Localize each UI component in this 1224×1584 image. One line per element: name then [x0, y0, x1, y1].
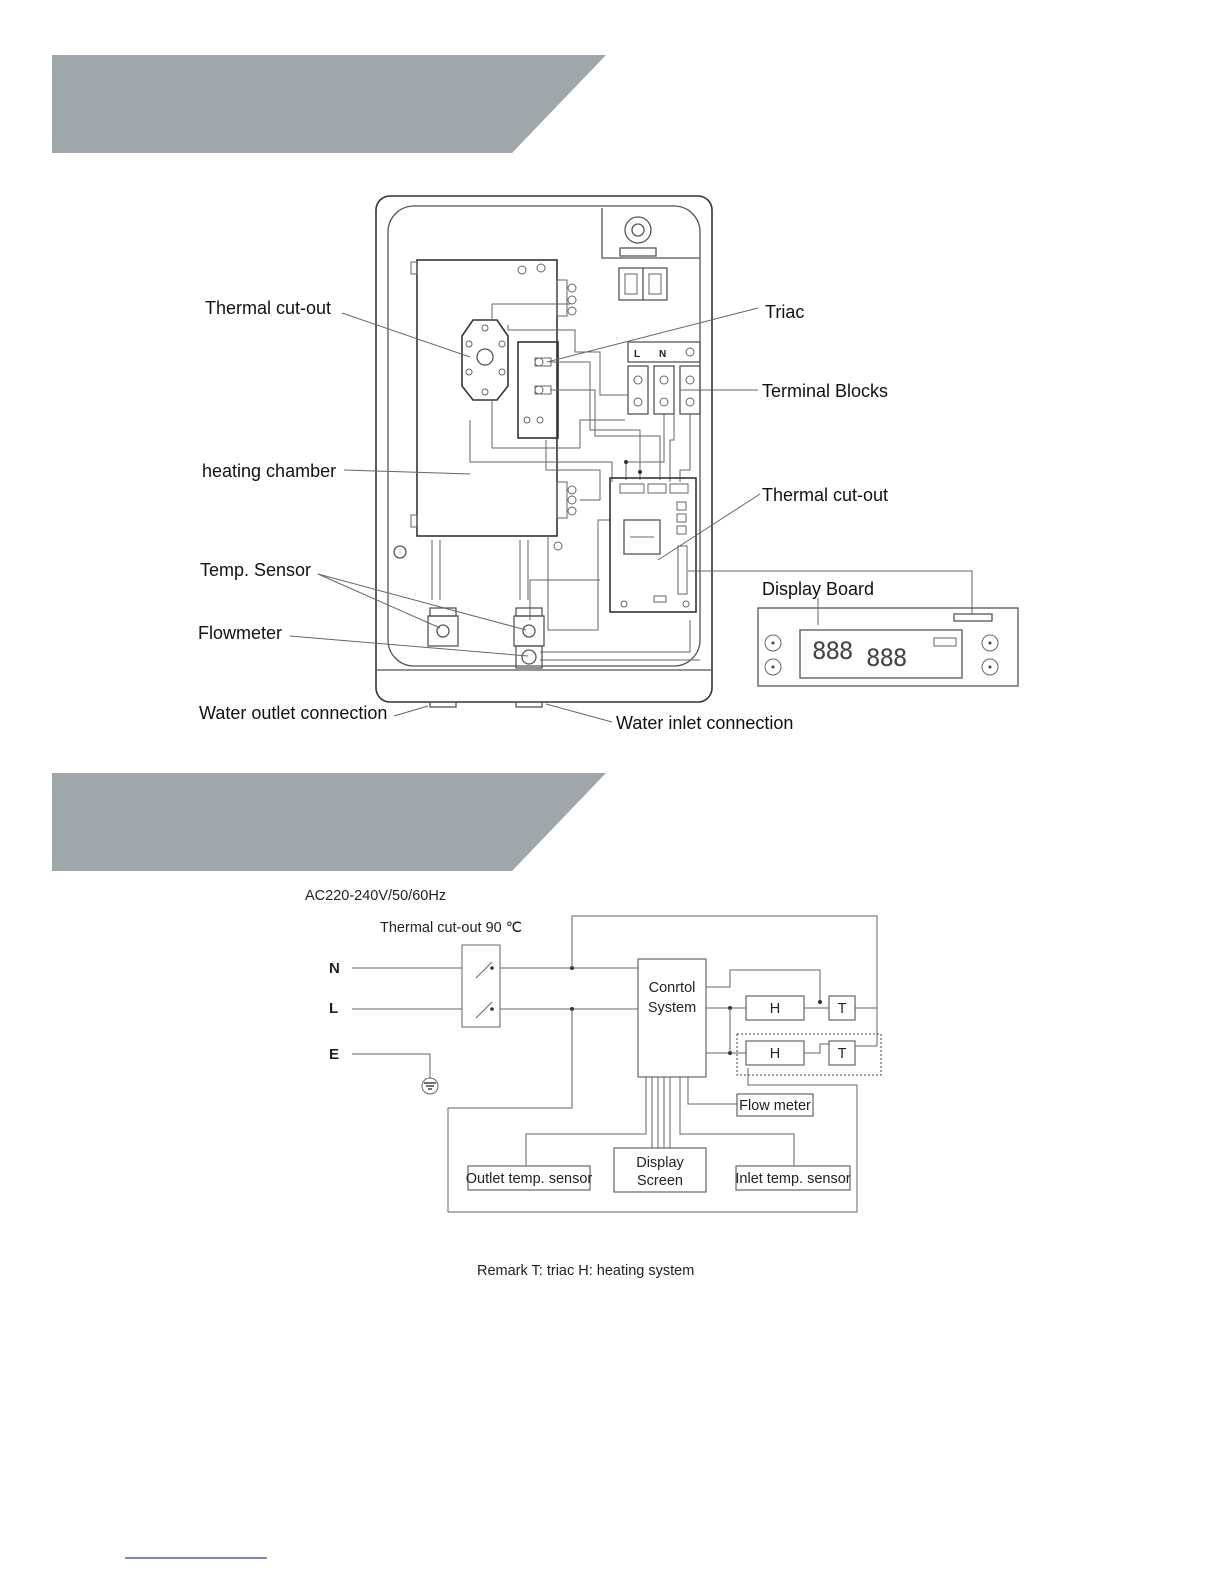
flow-meter-label: Flow meter [739, 1098, 811, 1114]
terminal-l-label: L [634, 349, 641, 360]
line-n-label: N [329, 960, 340, 977]
chamber-terminals-bottom [557, 482, 576, 518]
wiring-schematic [305, 888, 881, 1279]
schematic-remark: Remark T: triac H: heating system [477, 1263, 695, 1279]
line-e-label: E [329, 1046, 340, 1063]
control-system-line2: System [647, 1000, 697, 1016]
label-display-board: Display Board [762, 579, 875, 599]
thermal-cutout-rating-label: Thermal cut-out 90 ℃ [380, 920, 523, 936]
label-temp-sensor: Temp. Sensor [200, 560, 312, 580]
supply-voltage-label: AC220-240V/50/60Hz [305, 888, 447, 904]
label-terminal-blocks: Terminal Blocks [762, 381, 889, 401]
inlet-temp-sensor-label: Inlet temp. sensor [735, 1171, 851, 1187]
triac-label-1: T [837, 1001, 847, 1017]
label-thermal-cutout-board: Thermal cut-out [762, 485, 889, 505]
heater-label-2: H [769, 1046, 781, 1062]
heater-label-1: H [769, 1001, 781, 1017]
display-digits-right: 888 [866, 644, 907, 672]
triac-label-2: T [837, 1046, 847, 1062]
display-screen-line2: Screen [637, 1173, 683, 1189]
label-water-outlet: Water outlet connection [199, 703, 388, 723]
display-screen-line1: Display [636, 1155, 684, 1171]
outlet-fitting [428, 608, 458, 646]
outlet-temp-sensor-label: Outlet temp. sensor [465, 1171, 593, 1187]
terminal-block [628, 342, 700, 414]
label-thermal-cutout-top: Thermal cut-out [205, 298, 332, 318]
control-system-line1: Conrtol [648, 980, 696, 996]
section-banner-2 [52, 773, 606, 871]
heating-chamber [417, 260, 557, 536]
terminal-n-label: N [659, 349, 667, 360]
heater-layout-diagram [198, 196, 1018, 733]
line-l-label: L [329, 1000, 339, 1017]
control-system-box [638, 959, 706, 1077]
label-triac: Triac [765, 302, 805, 322]
label-heating-chamber: heating chamber [202, 461, 337, 481]
control-board [610, 478, 696, 612]
thermal-cutout-switch [462, 945, 500, 1027]
thermal-cutout-component [462, 320, 508, 400]
chamber-terminals-top [557, 280, 576, 316]
label-flowmeter: Flowmeter [198, 623, 283, 643]
mount-hole [394, 546, 406, 558]
cable-gland [625, 217, 651, 243]
display-digits-left: 888 [812, 637, 853, 665]
inlet-fitting [514, 608, 544, 668]
label-water-inlet: Water inlet connection [616, 713, 794, 733]
section-banner-1 [52, 55, 606, 153]
